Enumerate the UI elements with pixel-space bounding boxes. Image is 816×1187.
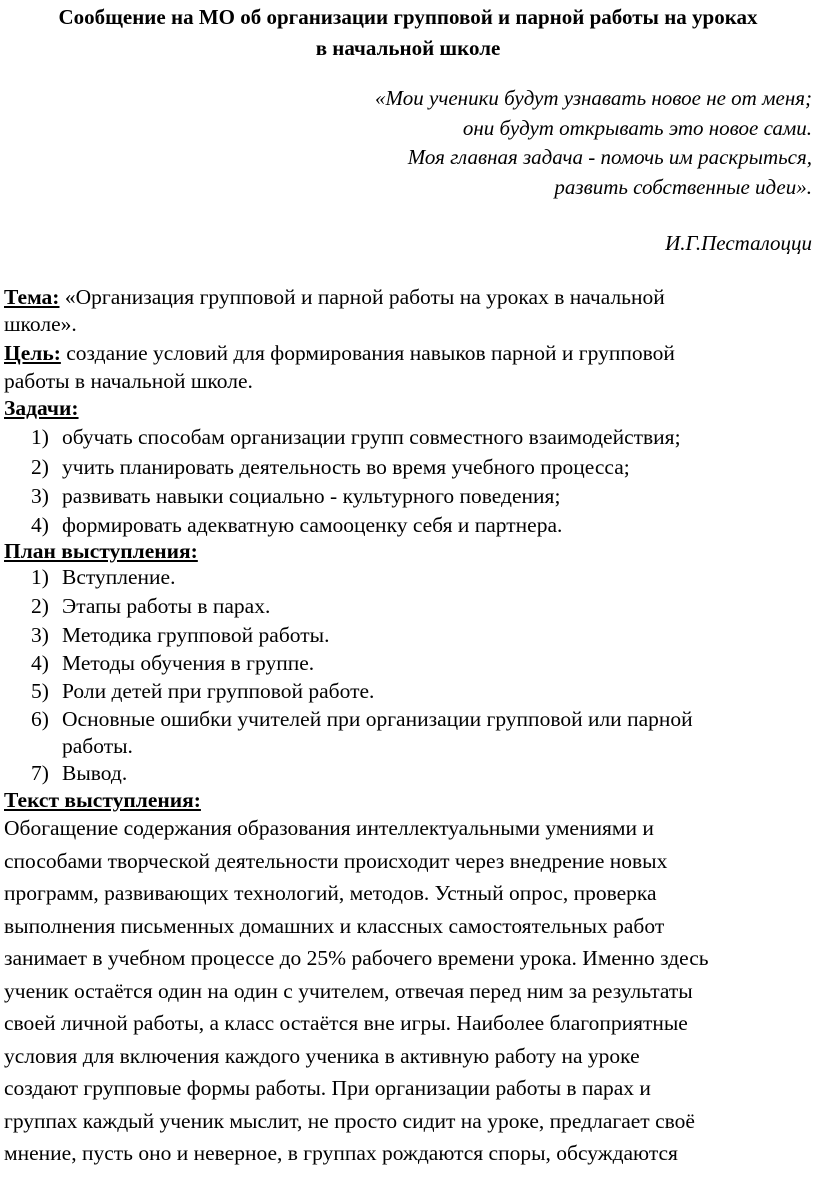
list-item-number: 1) [31, 565, 49, 589]
document-title-line-2: в начальной школе [315, 36, 501, 60]
epigraph-line: развить собственные идеи». [554, 175, 812, 199]
body-text-line: ученик остаётся один на один с учителем, отвечая перед ним за результаты [4, 979, 693, 1003]
plan-label: План выступления: [4, 539, 198, 563]
list-item [31, 648, 314, 678]
list-item-text: Вступление. [62, 565, 176, 589]
body-text-line: выполнения письменных домашних и классных самостоятельных работ [4, 914, 665, 938]
list-item [31, 704, 693, 734]
list-item-text: Методика групповой работы. [62, 623, 330, 647]
body-text-line: своей личной работы, а класс остаётся вне игры. Наиболее благоприятные [4, 1011, 688, 1035]
list-item-continuation [31, 731, 133, 761]
goal-text-cont: работы в начальной школе. [4, 369, 253, 393]
epigraph-author: И.Г.Песталоцци [665, 231, 812, 255]
list-item-text: Вывод. [62, 761, 128, 785]
tasks-heading [4, 393, 79, 424]
list-item-number: 2) [31, 455, 49, 479]
list-item-number: 2) [31, 594, 49, 618]
epigraph-line: «Мои ученики будут узнавать новое не от меня; [375, 86, 812, 110]
list-item [31, 452, 630, 482]
body-text-line: программ, развивающих технологий, методов. Устный опрос, проверка [4, 881, 657, 905]
theme-text: «Организация групповой и парной работы на уроках в начальной [59, 285, 665, 309]
goal-text: создание условий для формирования навыков парной и групповой [60, 341, 675, 365]
list-item-number: 6) [31, 707, 49, 731]
list-item-number: 1) [31, 425, 49, 449]
body-text-line: условия для включения каждого ученика в активную работу на уроке [4, 1044, 640, 1068]
list-item-text: работы. [62, 734, 133, 758]
speech-label: Текст выступления: [4, 788, 201, 812]
epigraph-line: они будут открывать это новое сами. [462, 116, 812, 140]
list-item [31, 562, 175, 592]
body-text-line: создают групповые формы работы. При организации работы в парах и [4, 1076, 651, 1100]
list-item [31, 620, 329, 650]
document-title-line-1: Сообщение на МО об организации групповой и парной работы на уроках [58, 5, 758, 29]
list-item-text: Этапы работы в парах. [62, 594, 271, 618]
list-item-text: развивать навыки социально - культурного поведения; [62, 484, 561, 508]
list-item-text: обучать способам организации групп совместного взаимодействия; [62, 425, 681, 449]
goal-label: Цель: [4, 341, 61, 365]
body-text-line: мнение, пусть оно и неверное, в группах рождаются споры, обсуждаются [4, 1141, 678, 1165]
list-item-text: Основные ошибки учителей при организации групповой или парной [62, 707, 693, 731]
list-item-number: 4) [31, 513, 49, 537]
list-item-number: 3) [31, 484, 49, 508]
list-item-text: Методы обучения в группе. [62, 651, 315, 675]
list-item [31, 676, 374, 706]
body-text-line: группах каждый ученик мыслит, не просто сидит на уроке, предлагает своё [4, 1109, 695, 1133]
list-item-number: 5) [31, 679, 49, 703]
body-text-line: занимает в учебном процессе до 25% рабочего времени урока. Именно здесь [4, 946, 709, 970]
theme-text-cont: школе». [4, 312, 77, 336]
list-item-text: Роли детей при групповой работе. [62, 679, 375, 703]
list-item-number: 7) [31, 761, 49, 785]
goal-paragraph [4, 338, 675, 369]
list-item [31, 422, 681, 452]
list-item [31, 758, 127, 788]
theme-paragraph [4, 282, 665, 313]
list-item-text: учить планировать деятельность во время учебного процесса; [62, 455, 630, 479]
tasks-label: Задачи: [4, 396, 79, 420]
list-item [31, 481, 560, 511]
body-text-line: Обогащение содержания образования интеллектуальными умениями и [4, 816, 654, 840]
epigraph-line: Моя главная задача - помочь им раскрыться, [407, 145, 812, 169]
list-item-number: 4) [31, 651, 49, 675]
list-item-number: 3) [31, 623, 49, 647]
theme-label: Тема: [4, 285, 60, 309]
body-text-line: способами творческой деятельности происходит через внедрение новых [4, 849, 668, 873]
list-item [31, 591, 270, 621]
list-item-text: формировать адекватную самооценку себя и партнера. [62, 513, 563, 537]
